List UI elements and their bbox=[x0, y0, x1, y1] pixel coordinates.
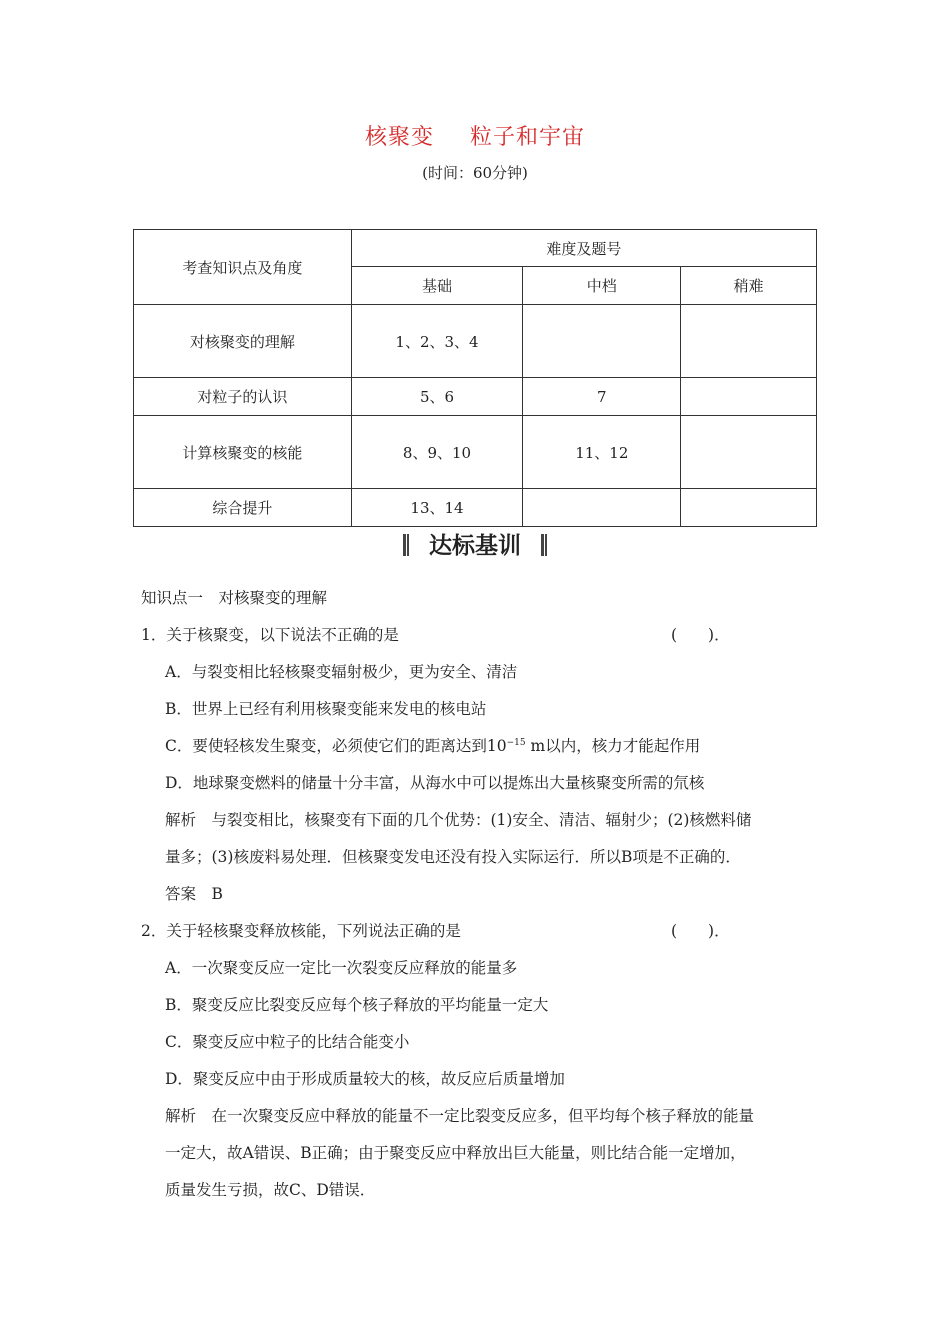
row-topic: 对粒子的认识 bbox=[134, 378, 352, 416]
row-basic: 8、9、10 bbox=[351, 416, 523, 489]
analysis: 解析 与裂变相比，核聚变有下面的几个优势：(1)安全、清洁、辐射少；(2)核燃料储 bbox=[165, 811, 752, 829]
option-c: C．聚变反应中粒子的比结合能变小 bbox=[165, 1033, 410, 1051]
answer-blank: ( )． bbox=[671, 626, 730, 644]
option-c bbox=[141, 728, 831, 765]
banner-left-bar bbox=[403, 534, 409, 556]
banner-text: 达标基训 bbox=[429, 533, 521, 559]
row-topic: 对核聚变的理解 bbox=[134, 305, 352, 378]
row-basic: 1、2、3、4 bbox=[351, 305, 523, 378]
option-a: A．与裂变相比轻核聚变辐射极少，更为安全、清洁 bbox=[165, 663, 518, 681]
row-basic: 13、14 bbox=[351, 489, 523, 527]
row-medium: 7 bbox=[523, 378, 681, 416]
section-banner bbox=[0, 527, 950, 560]
option-c-text-end: m以内，核力才能起作用 bbox=[525, 737, 701, 755]
option-c-text: C．要使轻核发生聚变，必须使它们的距离达到10 bbox=[165, 737, 507, 755]
row-medium: 11、12 bbox=[523, 416, 681, 489]
analysis-cont: 一定大，故A错误、B正确；由于聚变反应中释放出巨大能量，则比结合能一定增加， bbox=[165, 1144, 746, 1162]
header-basic: 基础 bbox=[351, 267, 523, 305]
header-medium: 中档 bbox=[523, 267, 681, 305]
title-part1: 核聚变 bbox=[364, 125, 434, 150]
question-stem: 2．关于轻核聚变释放核能，下列说法正确的是 bbox=[141, 922, 461, 940]
analysis-cont: 量多；(3)核废料易处理．但核聚变发电还没有投入实际运行．所以B项是不正确的． bbox=[165, 848, 741, 866]
question-stem: 1．关于核聚变，以下说法不正确的是 bbox=[141, 626, 399, 644]
section-heading: 知识点一 对核聚变的理解 bbox=[141, 589, 328, 607]
row-medium bbox=[523, 305, 681, 378]
row-basic: 5、6 bbox=[351, 378, 523, 416]
question-body bbox=[141, 580, 831, 1209]
row-hard bbox=[681, 378, 817, 416]
row-hard bbox=[681, 489, 817, 527]
option-d: D．地球聚变燃料的储量十分丰富，从海水中可以提炼出大量核聚变所需的氘核 bbox=[165, 774, 705, 792]
header-topic: 考查知识点及角度 bbox=[134, 230, 352, 305]
row-hard bbox=[681, 305, 817, 378]
knowledge-table bbox=[133, 229, 817, 527]
option-a: A．一次聚变反应一定比一次裂变反应释放的能量多 bbox=[165, 959, 518, 977]
exponent: −15 bbox=[506, 737, 526, 748]
row-topic: 综合提升 bbox=[134, 489, 352, 527]
analysis: 解析 在一次聚变反应中释放的能量不一定比裂变反应多，但平均每个核子释放的能量 bbox=[165, 1107, 755, 1125]
header-difficulty: 难度及题号 bbox=[351, 230, 816, 267]
table-row bbox=[134, 305, 817, 378]
banner-right-bar bbox=[541, 534, 547, 556]
table-row bbox=[134, 489, 817, 527]
table-row bbox=[134, 378, 817, 416]
question-2 bbox=[141, 913, 831, 950]
row-medium bbox=[523, 489, 681, 527]
answer: 答案 B bbox=[165, 885, 223, 903]
question-1 bbox=[141, 617, 831, 654]
option-b: B．世界上已经有利用核聚变能来发电的核电站 bbox=[165, 700, 487, 718]
table-row bbox=[134, 416, 817, 489]
option-b: B．聚变反应比裂变反应每个核子释放的平均能量一定大 bbox=[165, 996, 549, 1014]
analysis-cont: 质量发生亏损，故C、D错误． bbox=[165, 1181, 376, 1199]
answer-blank: ( )． bbox=[671, 922, 730, 940]
title-part2: 粒子和宇宙 bbox=[470, 125, 586, 150]
time-limit: (时间：60分钟) bbox=[422, 164, 528, 182]
row-hard bbox=[681, 416, 817, 489]
row-topic: 计算核聚变的核能 bbox=[134, 416, 352, 489]
header-hard: 稍难 bbox=[681, 267, 817, 305]
page-title bbox=[0, 120, 950, 151]
option-d: D．聚变反应中由于形成质量较大的核，故反应后质量增加 bbox=[165, 1070, 565, 1088]
